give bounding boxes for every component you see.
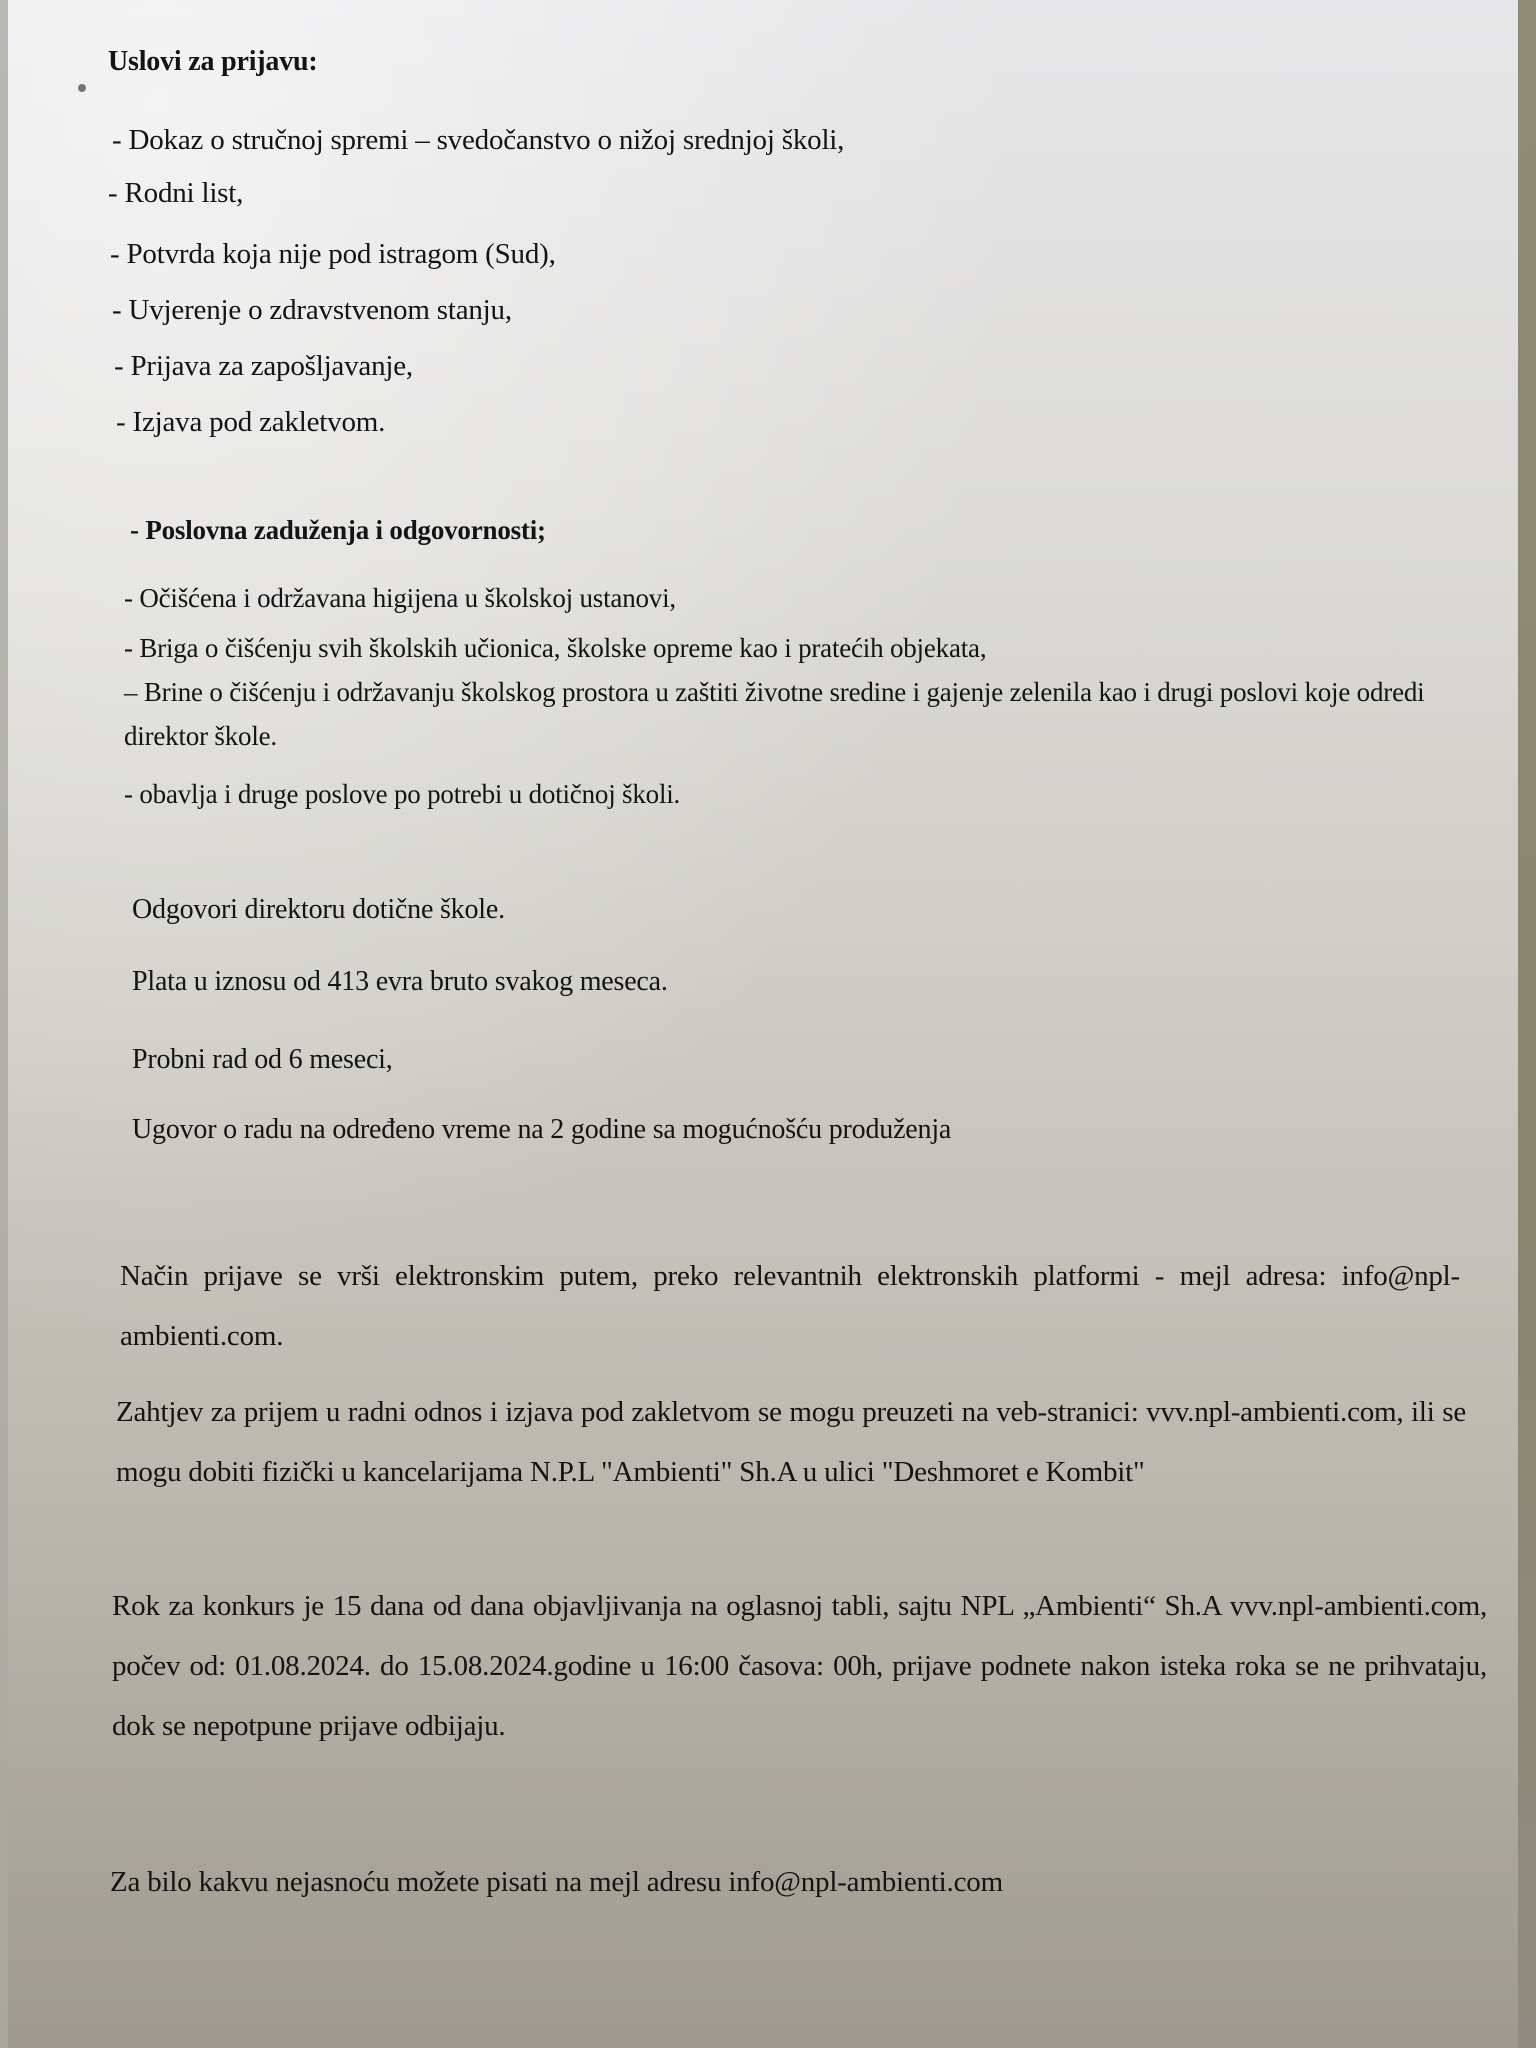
application-forms-text: Zahtjev za prijem u radni odnos i izjava pod zakletvom se mogu preuzeti na veb-stranici: vvv.npl-ambienti.com, ili se mogu dobiti fizički u kancelarijama N.P.L "Ambienti" Sh.A u ulici "Deshmoret e Kombit" bbox=[116, 1396, 1466, 1488]
salary-text: Plata u iznosu od 413 evra bruto svakog meseca. bbox=[132, 966, 668, 997]
application-method-text: Način prijave se vrši elektronskim putem, preko relevantnih elektronskih platformi - mejl adresa: info@npl-ambienti.com. bbox=[120, 1260, 1460, 1352]
probation-text: Probni rad od 6 meseci, bbox=[132, 1044, 393, 1075]
condition-item: - Dokaz o stručnoj spremi – svedočanstvo o nižoj srednjoj školi, bbox=[112, 124, 845, 156]
duty-item: – Brine o čišćenju i održavanju školskog prostora u zaštiti životne sredine i gajenje zelenila kao i drugi poslovi koje odredi direktor škole. bbox=[124, 677, 1425, 751]
background-left-edge bbox=[0, 0, 8, 2048]
duty-item: - Briga o čišćenju svih školskih učionica, školske opreme kao i pratećih objekata, bbox=[124, 633, 987, 663]
reports-to-text: Odgovori direktoru dotične škole. bbox=[132, 894, 505, 925]
paper-speck bbox=[78, 84, 86, 92]
background-right-edge bbox=[1516, 0, 1536, 2048]
contact-text: Za bilo kakvu nejasnoću možete pisati na mejl adresu info@npl-ambienti.com bbox=[110, 1866, 1003, 1898]
conditions-heading: Uslovi za prijavu: bbox=[108, 46, 318, 77]
document-page bbox=[8, 0, 1518, 2048]
condition-item: - Rodni list, bbox=[108, 177, 244, 209]
duty-item: - obavlja i druge poslove po potrebi u dotičnoj školi. bbox=[124, 779, 681, 809]
contract-text: Ugovor o radu na određeno vreme na 2 godine sa mogućnošću produženja bbox=[132, 1114, 952, 1145]
duties-heading: - Poslovna zaduženja i odgovornosti; bbox=[130, 515, 546, 545]
condition-item: - Izjava pod zakletvom. bbox=[116, 406, 386, 438]
condition-item: - Uvjerenje o zdravstvenom stanju, bbox=[112, 294, 512, 326]
duty-item: - Očišćena i održavana higijena u školskoj ustanovi, bbox=[124, 583, 676, 613]
application-deadline-text: Rok za konkurs je 15 dana od dana objavljivanja na oglasnoj tabli, sajtu NPL „Ambienti“ Sh.A vvv.npl-ambienti.com, počev od: 01.08.2024. do 15.08.2024.godine u 16:00 časova: 00h, prijave podnete nakon isteka roka se ne prihvataju, dok se nepotpune prijave odbijaju. bbox=[112, 1590, 1487, 1742]
condition-item: - Prijava za zapošljavanje, bbox=[114, 350, 413, 382]
condition-item: - Potvrda koja nije pod istragom (Sud), bbox=[110, 238, 556, 270]
